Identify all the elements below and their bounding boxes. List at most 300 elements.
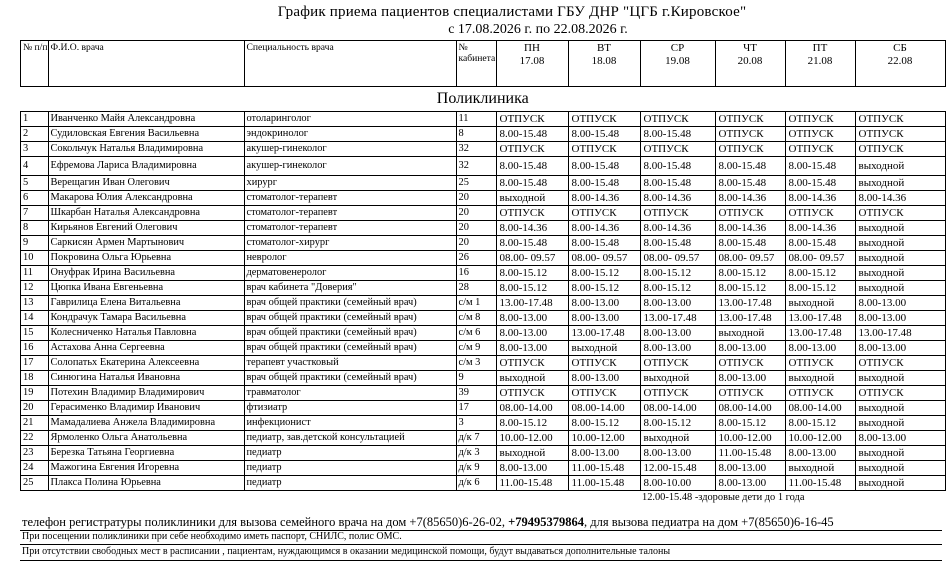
schedule-cell: 10.00-12.00 <box>496 431 568 446</box>
schedule-cell: выходной <box>496 191 568 206</box>
schedule-cell: 13.00-17.48 <box>568 326 640 341</box>
schedule-cell: 8.00-14.36 <box>568 221 640 236</box>
schedule-cell: 8.00-13.00 <box>855 341 945 356</box>
row-number: 19 <box>21 386 49 401</box>
doctor-name: Потехин Владимир Владимирович <box>48 386 244 401</box>
schedule-cell: ОТПУСК <box>568 386 640 401</box>
schedule-cell: 8.00-13.00 <box>568 311 640 326</box>
table-row <box>21 341 946 356</box>
schedule-cell: 8.00-15.48 <box>496 176 568 191</box>
table-row <box>21 251 946 266</box>
doctor-name: Цюпка Ивана Евгеньевна <box>48 281 244 296</box>
day-name: СБ <box>893 42 907 54</box>
schedule-cell: 11.00-15.48 <box>785 476 855 491</box>
schedule-cell: 8.00-14.36 <box>568 191 640 206</box>
schedule-cell: 8.00-13.00 <box>496 461 568 476</box>
cabinet-number: 28 <box>456 281 496 296</box>
row-number: 9 <box>21 236 49 251</box>
schedule-cell: 8.00-15.48 <box>785 176 855 191</box>
row-number: 6 <box>21 191 49 206</box>
table-row <box>21 236 946 251</box>
table-row <box>21 296 946 311</box>
row-number: 21 <box>21 416 49 431</box>
row-number: 13 <box>21 296 49 311</box>
row-number: 1 <box>21 112 49 127</box>
schedule-cell: 8.00-13.00 <box>715 341 785 356</box>
table-row <box>21 176 946 191</box>
schedule-cell: ОТПУСК <box>496 386 568 401</box>
row-number: 12 <box>21 281 49 296</box>
doctor-name: Ярмоленко Ольга Анатольевна <box>48 431 244 446</box>
schedule-cell: 12.00-15.48 <box>640 461 715 476</box>
schedule-cell: выходной <box>640 371 715 386</box>
schedule-cell: ОТПУСК <box>640 206 715 221</box>
schedule-cell: 8.00-13.00 <box>715 461 785 476</box>
phone-number-bold: +79495379864 <box>508 515 584 529</box>
schedule-cell: выходной <box>855 176 945 191</box>
schedule-cell: 8.00-14.36 <box>715 221 785 236</box>
schedule-cell: ОТПУСК <box>496 356 568 371</box>
schedule-cell: ОТПУСК <box>785 142 855 157</box>
cabinet-number: 20 <box>456 221 496 236</box>
doctor-specialty: врач общей практики (семейный врач) <box>244 371 456 386</box>
doctor-specialty: эндокринолог <box>244 127 456 142</box>
table-row <box>21 386 946 401</box>
doctor-specialty: невролог <box>244 251 456 266</box>
doctor-specialty: стоматолог-терапевт <box>244 191 456 206</box>
table-header-row <box>21 41 946 87</box>
row-number: 11 <box>21 266 49 281</box>
day-date: 21.08 <box>807 55 833 67</box>
cabinet-number: с/м 1 <box>456 296 496 311</box>
col-header-day <box>785 41 855 87</box>
table-row <box>21 127 946 142</box>
doctor-name: Ефремова Лариса Владимировна <box>48 157 244 176</box>
schedule-cell: выходной <box>855 461 945 476</box>
schedule-cell: 8.00-15.12 <box>640 416 715 431</box>
schedule-cell: 8.00-15.48 <box>568 157 640 176</box>
doctor-specialty: дерматовенеролог <box>244 266 456 281</box>
schedule-cell: 8.00-15.48 <box>568 236 640 251</box>
schedule-cell: 8.00-15.12 <box>496 266 568 281</box>
doctor-name: Березка Татьяна Георгиевна <box>48 446 244 461</box>
schedule-cell: 11.00-15.48 <box>496 476 568 491</box>
doctor-specialty: акушер-гинеколог <box>244 142 456 157</box>
schedule-cell: 8.00-13.00 <box>496 341 568 356</box>
schedule-cell: 8.00-13.00 <box>640 326 715 341</box>
table-row <box>21 401 946 416</box>
schedule-cell: выходной <box>855 371 945 386</box>
schedule-cell: 8.00-15.48 <box>640 176 715 191</box>
schedule-cell: 8.00-13.00 <box>785 446 855 461</box>
doctor-name: Шкарбан Наталья Александровна <box>48 206 244 221</box>
doctor-specialty: травматолог <box>244 386 456 401</box>
row-number: 25 <box>21 476 49 491</box>
schedule-cell: ОТПУСК <box>785 206 855 221</box>
schedule-cell: 08.00-14.00 <box>640 401 715 416</box>
table-row <box>21 311 946 326</box>
schedule-cell: 8.00-15.48 <box>640 157 715 176</box>
schedule-cell: выходной <box>785 461 855 476</box>
doctor-name: Герасименко Владимир Иванович <box>48 401 244 416</box>
schedule-cell: ОТПУСК <box>715 142 785 157</box>
schedule-cell: ОТПУСК <box>568 356 640 371</box>
cabinet-number: 20 <box>456 236 496 251</box>
schedule-cell: 13.00-17.48 <box>855 326 945 341</box>
cabinet-number: 39 <box>456 386 496 401</box>
schedule-cell: 8.00-15.12 <box>715 416 785 431</box>
schedule-cell: 8.00-15.12 <box>496 416 568 431</box>
schedule-cell: ОТПУСК <box>785 127 855 142</box>
schedule-cell: ОТПУСК <box>715 386 785 401</box>
schedule-cell: 08.00- 09.57 <box>640 251 715 266</box>
day-date: 20.08 <box>737 55 763 67</box>
schedule-cell: выходной <box>855 476 945 491</box>
schedule-cell: 8.00-14.36 <box>640 191 715 206</box>
schedule-cell: 8.00-13.00 <box>640 341 715 356</box>
cabinet-number: с/м 9 <box>456 341 496 356</box>
schedule-cell: ОТПУСК <box>785 112 855 127</box>
row-number: 16 <box>21 341 49 356</box>
schedule-cell: выходной <box>855 401 945 416</box>
doctor-name: Кондрачук Тамара Васильевна <box>48 311 244 326</box>
page-title: График приема пациентов специалистами ГБУ ДНР "ЦГБ г.Кировское" <box>277 4 747 20</box>
day-date: 17.08 <box>519 55 545 67</box>
doctor-name: Мажогина Евгения Игоревна <box>48 461 244 476</box>
schedule-cell: ОТПУСК <box>568 206 640 221</box>
schedule-cell: выходной <box>855 416 945 431</box>
schedule-cell: 10.00-12.00 <box>568 431 640 446</box>
cabinet-number: 25 <box>456 176 496 191</box>
schedule-cell: 8.00-15.48 <box>640 236 715 251</box>
schedule-cell: 8.00-15.12 <box>568 416 640 431</box>
schedule-cell: 8.00-15.48 <box>715 157 785 176</box>
row-number: 20 <box>21 401 49 416</box>
schedule-cell: выходной <box>855 251 945 266</box>
schedule-cell: ОТПУСК <box>715 356 785 371</box>
schedule-cell: 8.00-13.00 <box>640 296 715 311</box>
schedule-cell: 8.00-10.00 <box>640 476 715 491</box>
cabinet-number: д/к 7 <box>456 431 496 446</box>
doctor-name: Синюгина Наталья Ивановна <box>48 371 244 386</box>
schedule-cell: 8.00-13.00 <box>568 296 640 311</box>
schedule-cell: 8.00-15.48 <box>568 127 640 142</box>
schedule-cell: 8.00-14.36 <box>640 221 715 236</box>
schedule-cell: выходной <box>785 371 855 386</box>
schedule-cell: выходной <box>640 431 715 446</box>
doctor-name: Онуфрак Ирина Васильевна <box>48 266 244 281</box>
doctor-specialty: врач общей практики (семейный врач) <box>244 341 456 356</box>
table-row <box>21 356 946 371</box>
day-date: 22.08 <box>887 55 913 67</box>
schedule-cell: 08.00- 09.57 <box>785 251 855 266</box>
healthy-children-note: 12.00-15.48 -здоровые дети до 1 года <box>642 492 805 503</box>
schedule-cell: 8.00-15.48 <box>496 236 568 251</box>
schedule-cell: 8.00-15.12 <box>640 266 715 281</box>
doctor-specialty: педиатр, зав.детской консультацией <box>244 431 456 446</box>
row-number: 17 <box>21 356 49 371</box>
table-row <box>21 157 946 176</box>
extra-tickets-note: При отсутствии свободных мест в расписании , пациентам, нуждающимся в оказании медицинской помощи, будут выдаваться дополнительные талоны <box>22 546 671 557</box>
row-number: 10 <box>21 251 49 266</box>
row-number: 3 <box>21 142 49 157</box>
cabinet-number: 9 <box>456 371 496 386</box>
phone-text-b: , для вызова педиатра на дом +7(85650)6-16-45 <box>583 515 834 529</box>
row-number: 4 <box>21 157 49 176</box>
schedule-cell: 11.00-15.48 <box>568 476 640 491</box>
doctor-name: Плакса Полина Юрьевна <box>48 476 244 491</box>
schedule-cell: ОТПУСК <box>855 127 945 142</box>
note-spacer <box>21 491 641 506</box>
schedule-cell: ОТПУСК <box>715 127 785 142</box>
schedule-cell: 8.00-15.48 <box>496 127 568 142</box>
schedule-cell: выходной <box>855 221 945 236</box>
cabinet-number: 11 <box>456 112 496 127</box>
doctor-name: Сокольчук Наталья Владимировна <box>48 142 244 157</box>
table-row <box>21 221 946 236</box>
schedule-cell: 10.00-12.00 <box>715 431 785 446</box>
doctor-specialty: педиатр <box>244 476 456 491</box>
schedule-cell: 8.00-15.12 <box>640 281 715 296</box>
doctor-name: Гаврилица Елена Витальевна <box>48 296 244 311</box>
row-number: 2 <box>21 127 49 142</box>
schedule-cell: 8.00-15.12 <box>785 266 855 281</box>
col-header-specialty: Специальность врача <box>244 41 456 87</box>
schedule-cell: 08.00-14.00 <box>568 401 640 416</box>
schedule-cell: ОТПУСК <box>640 112 715 127</box>
schedule-cell: ОТПУСК <box>568 112 640 127</box>
schedule-cell: 8.00-15.48 <box>715 176 785 191</box>
doctor-specialty: фтизиатр <box>244 401 456 416</box>
schedule-cell: 08.00-14.00 <box>496 401 568 416</box>
cabinet-number: 20 <box>456 206 496 221</box>
row-number: 22 <box>21 431 49 446</box>
schedule-cell: 8.00-15.12 <box>568 266 640 281</box>
doctor-name: Колесниченко Наталья Павловна <box>48 326 244 341</box>
schedule-cell: 13.00-17.48 <box>640 311 715 326</box>
doctor-specialty: врач кабинета "Доверия" <box>244 281 456 296</box>
table-row <box>21 206 946 221</box>
row-number: 8 <box>21 221 49 236</box>
table-row <box>21 281 946 296</box>
schedule-cell: 8.00-15.48 <box>496 157 568 176</box>
schedule-cell: 8.00-14.36 <box>785 221 855 236</box>
schedule-cell: выходной <box>496 446 568 461</box>
cabinet-number: 17 <box>456 401 496 416</box>
cabinet-number: д/к 9 <box>456 461 496 476</box>
row-number: 14 <box>21 311 49 326</box>
schedule-cell: выходной <box>855 157 945 176</box>
row-number: 7 <box>21 206 49 221</box>
phone-text-a: телефон регистратуры поликлиники для вызова семейного врача на дом +7(85650)6-26-02, <box>22 515 509 529</box>
schedule-cell: 8.00-14.36 <box>855 191 945 206</box>
cabinet-number: 8 <box>456 127 496 142</box>
col-header-number: № п/п <box>21 41 49 87</box>
row-number: 23 <box>21 446 49 461</box>
schedule-cell: 08.00- 09.57 <box>568 251 640 266</box>
table-row <box>21 446 946 461</box>
col-header-day <box>496 41 568 87</box>
schedule-cell: 8.00-15.48 <box>785 157 855 176</box>
schedule-cell: 13.00-17.48 <box>785 326 855 341</box>
schedule-cell: выходной <box>785 296 855 311</box>
day-date: 18.08 <box>591 55 617 67</box>
doctor-name: Судиловская Евгения Васильевна <box>48 127 244 142</box>
schedule-cell: ОТПУСК <box>640 356 715 371</box>
schedule-cell: 8.00-15.48 <box>568 176 640 191</box>
col-header-cabinet: № кабинета <box>456 41 496 87</box>
doctor-name: Астахова Анна Сергеевна <box>48 341 244 356</box>
cabinet-number: с/м 3 <box>456 356 496 371</box>
schedule-cell: 08.00- 09.57 <box>496 251 568 266</box>
section-title: Поликлиника <box>436 90 529 107</box>
section-row <box>21 87 946 112</box>
cabinet-number: 20 <box>456 191 496 206</box>
phone-info <box>22 515 834 530</box>
doctor-name: Макарова Юлия Александровна <box>48 191 244 206</box>
day-date: 19.08 <box>665 55 690 67</box>
schedule-cell: 8.00-13.00 <box>785 341 855 356</box>
schedule-cell: 8.00-14.36 <box>785 191 855 206</box>
doctor-specialty: акушер-гинеколог <box>244 157 456 176</box>
schedule-cell: 08.00-14.00 <box>785 401 855 416</box>
cabinet-number: 16 <box>456 266 496 281</box>
schedule-cell: ОТПУСК <box>855 386 945 401</box>
cabinet-number: 32 <box>456 157 496 176</box>
schedule-cell: ОТПУСК <box>855 206 945 221</box>
doctor-specialty: инфекционист <box>244 416 456 431</box>
schedule-cell: выходной <box>855 281 945 296</box>
table-row <box>21 326 946 341</box>
schedule-cell: ОТПУСК <box>496 206 568 221</box>
schedule-cell: 13.00-17.48 <box>715 311 785 326</box>
schedule-cell: 8.00-15.12 <box>785 416 855 431</box>
schedule-cell: 08.00-14.00 <box>715 401 785 416</box>
doctor-name: Солопатьх Екатерина Алексеевна <box>48 356 244 371</box>
table-row <box>21 461 946 476</box>
schedule-cell: 8.00-15.12 <box>715 266 785 281</box>
doctor-name: Кирьянов Евгений Олегович <box>48 221 244 236</box>
schedule-cell: 8.00-15.48 <box>715 236 785 251</box>
doctor-specialty: врач общей практики (семейный врач) <box>244 311 456 326</box>
schedule-cell: 8.00-15.12 <box>568 281 640 296</box>
cabinet-number: д/к 3 <box>456 446 496 461</box>
schedule-cell: 8.00-13.00 <box>568 446 640 461</box>
col-header-day <box>855 41 945 87</box>
divider <box>20 560 942 561</box>
schedule-period: с 17.08.2026 г. по 22.08.2026 г. <box>448 22 628 37</box>
schedule-cell: ОТПУСК <box>568 142 640 157</box>
schedule-cell: ОТПУСК <box>496 112 568 127</box>
col-header-name: Ф.И.О. врача <box>48 41 244 87</box>
schedule-cell: ОТПУСК <box>855 112 945 127</box>
col-header-day <box>640 41 715 87</box>
schedule-cell: 8.00-13.00 <box>715 371 785 386</box>
schedule-cell: 8.00-15.12 <box>496 281 568 296</box>
schedule-cell: 11.00-15.48 <box>715 446 785 461</box>
cabinet-number: с/м 6 <box>456 326 496 341</box>
schedule-cell: 8.00-13.00 <box>568 371 640 386</box>
doctor-name: Иванченко Майя Александровна <box>48 112 244 127</box>
cabinet-number: д/к 6 <box>456 476 496 491</box>
doctor-specialty: стоматолог-терапевт <box>244 221 456 236</box>
cabinet-number: 3 <box>456 416 496 431</box>
col-header-day <box>715 41 785 87</box>
schedule-cell: ОТПУСК <box>785 356 855 371</box>
doctor-specialty: отоларинголог <box>244 112 456 127</box>
doctor-specialty: стоматолог-терапевт <box>244 206 456 221</box>
row-number: 18 <box>21 371 49 386</box>
row-number: 24 <box>21 461 49 476</box>
schedule-cell: 8.00-13.00 <box>496 311 568 326</box>
table-row <box>21 416 946 431</box>
schedule-cell: 8.00-15.12 <box>785 281 855 296</box>
day-name: ПН <box>524 42 540 54</box>
doctor-specialty: педиатр <box>244 446 456 461</box>
schedule-cell: 11.00-15.48 <box>568 461 640 476</box>
row-number: 5 <box>21 176 49 191</box>
schedule-cell: 8.00-15.12 <box>715 281 785 296</box>
schedule-cell: 13.00-17.48 <box>496 296 568 311</box>
doctor-specialty: педиатр <box>244 461 456 476</box>
cabinet-number: с/м 8 <box>456 311 496 326</box>
day-name: ЧТ <box>743 42 757 54</box>
schedule-cell: ОТПУСК <box>855 356 945 371</box>
schedule-table <box>20 40 946 505</box>
schedule-cell: 8.00-13.00 <box>855 311 945 326</box>
schedule-cell: выходной <box>496 371 568 386</box>
schedule-cell: выходной <box>568 341 640 356</box>
schedule-cell: 13.00-17.48 <box>715 296 785 311</box>
table-row <box>21 142 946 157</box>
table-row <box>21 266 946 281</box>
schedule-cell: выходной <box>855 446 945 461</box>
cabinet-number: 32 <box>456 142 496 157</box>
schedule-cell: 8.00-13.00 <box>715 476 785 491</box>
schedule-cell: 08.00- 09.57 <box>715 251 785 266</box>
table-row <box>21 371 946 386</box>
schedule-cell: ОТПУСК <box>640 386 715 401</box>
schedule-cell: 8.00-15.48 <box>785 236 855 251</box>
schedule-cell: выходной <box>855 266 945 281</box>
table-row <box>21 191 946 206</box>
doctor-specialty: врач общей практики (семейный врач) <box>244 326 456 341</box>
col-header-day <box>568 41 640 87</box>
schedule-cell: ОТПУСК <box>496 142 568 157</box>
schedule-cell: 8.00-14.36 <box>496 221 568 236</box>
schedule-cell: 8.00-13.00 <box>496 326 568 341</box>
doctor-specialty: врач общей практики (семейный врач) <box>244 296 456 311</box>
schedule-cell: выходной <box>715 326 785 341</box>
doctor-specialty: стоматолог-хирург <box>244 236 456 251</box>
table-row <box>21 112 946 127</box>
day-name: СР <box>670 42 685 54</box>
schedule-cell: ОТПУСК <box>715 206 785 221</box>
schedule-cell: 8.00-13.00 <box>855 296 945 311</box>
table-row <box>21 431 946 446</box>
schedule-cell: 8.00-13.00 <box>855 431 945 446</box>
note-row <box>21 491 946 506</box>
schedule-cell: 13.00-17.48 <box>785 311 855 326</box>
schedule-cell: ОТПУСК <box>715 112 785 127</box>
day-name: ПТ <box>812 42 828 54</box>
schedule-cell: 10.00-12.00 <box>785 431 855 446</box>
schedule-cell: ОТПУСК <box>855 142 945 157</box>
schedule-cell: выходной <box>855 236 945 251</box>
row-number: 15 <box>21 326 49 341</box>
doctor-name: Верещагин Иван Олегович <box>48 176 244 191</box>
day-name: ВТ <box>597 42 611 54</box>
